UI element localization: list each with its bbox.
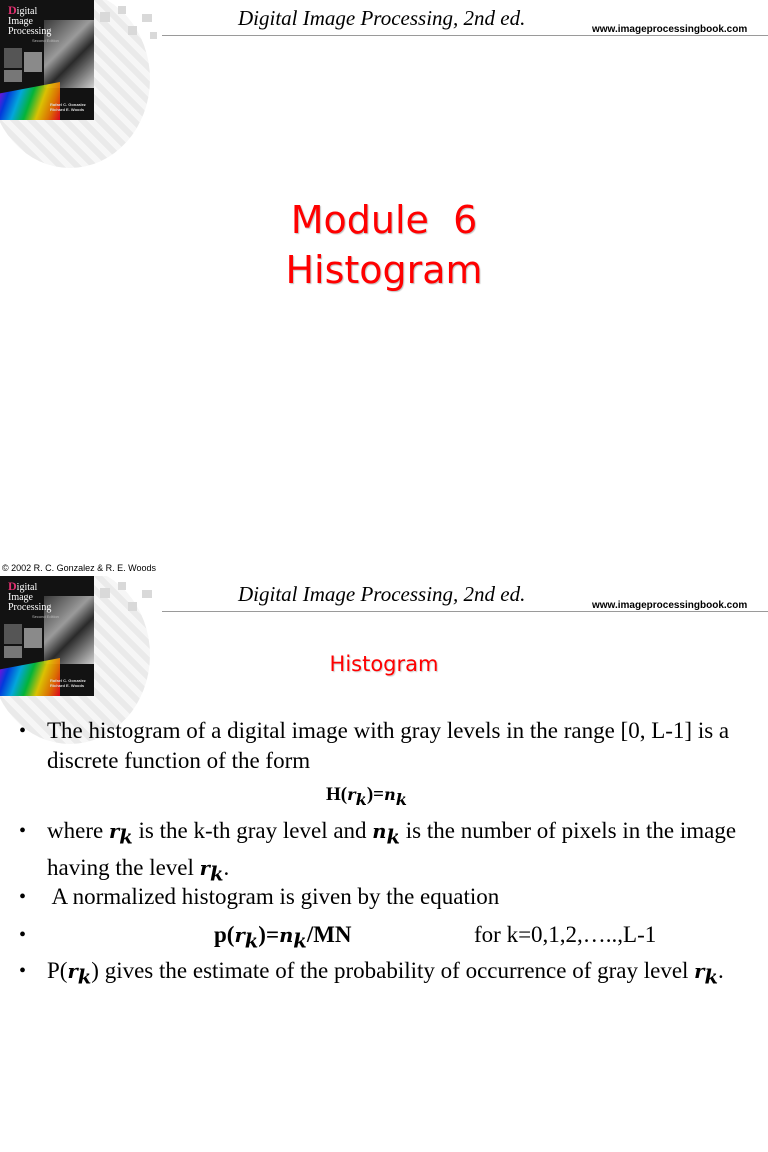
slide-heading: Histogram bbox=[329, 652, 439, 676]
bullet-normalized: • A normalized histogram is given by the equation bbox=[47, 882, 747, 912]
header-url[interactable]: www.imageprocessingbook.com bbox=[592, 24, 748, 35]
equation-histogram: $H(r_k)=n_k$ bbox=[326, 784, 407, 809]
pixel-decoration bbox=[142, 590, 152, 598]
cover-edition: Second Edition bbox=[32, 614, 59, 619]
copyright: © 2002 R. C. Gonzalez & R. E. Woods bbox=[2, 563, 157, 573]
header-rule bbox=[162, 35, 768, 36]
cover-title: Digital Image Processing bbox=[8, 579, 52, 613]
cover-tile bbox=[24, 52, 42, 72]
pixel-decoration bbox=[118, 582, 126, 590]
cover-tile bbox=[4, 624, 22, 644]
cover-tile bbox=[4, 70, 22, 82]
header-title: Digital Image Processing, 2nd ed. bbox=[238, 582, 526, 606]
module-title-line2: Histogram bbox=[285, 248, 483, 292]
cover-edition: Second Edition bbox=[32, 38, 59, 43]
cover-tile bbox=[24, 628, 42, 648]
pixel-decoration bbox=[128, 602, 137, 611]
pixel-decoration bbox=[118, 6, 126, 14]
equation-normalized: $p(r_k)=n_k/MN$ bbox=[214, 922, 352, 953]
bullet-probability: • $P(r_k)$ gives the estimate of the probability of occurrence of gray level $r_k$. bbox=[47, 956, 747, 993]
bullet-definition: • The histogram of a digital image with gray levels in the range [0, L-1] is a discrete function of the form bbox=[47, 716, 747, 776]
cover-tile bbox=[4, 48, 22, 68]
cover-authors: Rafael C. Gonzalez Richard E. Woods bbox=[50, 678, 86, 688]
header-title: Digital Image Processing, 2nd ed. bbox=[238, 6, 526, 30]
book-cover bbox=[0, 0, 94, 120]
pixel-decoration bbox=[100, 12, 110, 22]
pixel-decoration bbox=[128, 26, 137, 35]
pixel-decoration bbox=[100, 588, 110, 598]
pixel-decoration bbox=[150, 32, 157, 39]
header-url[interactable]: www.imageprocessingbook.com bbox=[592, 600, 748, 611]
module-title bbox=[0, 195, 768, 295]
cover-authors: Rafael C. Gonzalez Richard E. Woods bbox=[50, 102, 86, 112]
book-cover bbox=[0, 576, 94, 696]
cover-rainbow bbox=[0, 82, 60, 120]
bullet-where: • where $r_k$ is the k-th gray level and $n_k$ is the number of pixels in the image having the level $r_k$. bbox=[47, 816, 747, 889]
slide-histogram bbox=[0, 576, 768, 1152]
header-rule bbox=[162, 611, 768, 612]
module-title-line1: Module 6 bbox=[290, 198, 478, 242]
equation-range-note: for k=0,1,2,…..,L-1 bbox=[474, 922, 657, 947]
cover-title: Digital Image Processing bbox=[8, 3, 52, 37]
pixel-decoration bbox=[142, 14, 152, 22]
